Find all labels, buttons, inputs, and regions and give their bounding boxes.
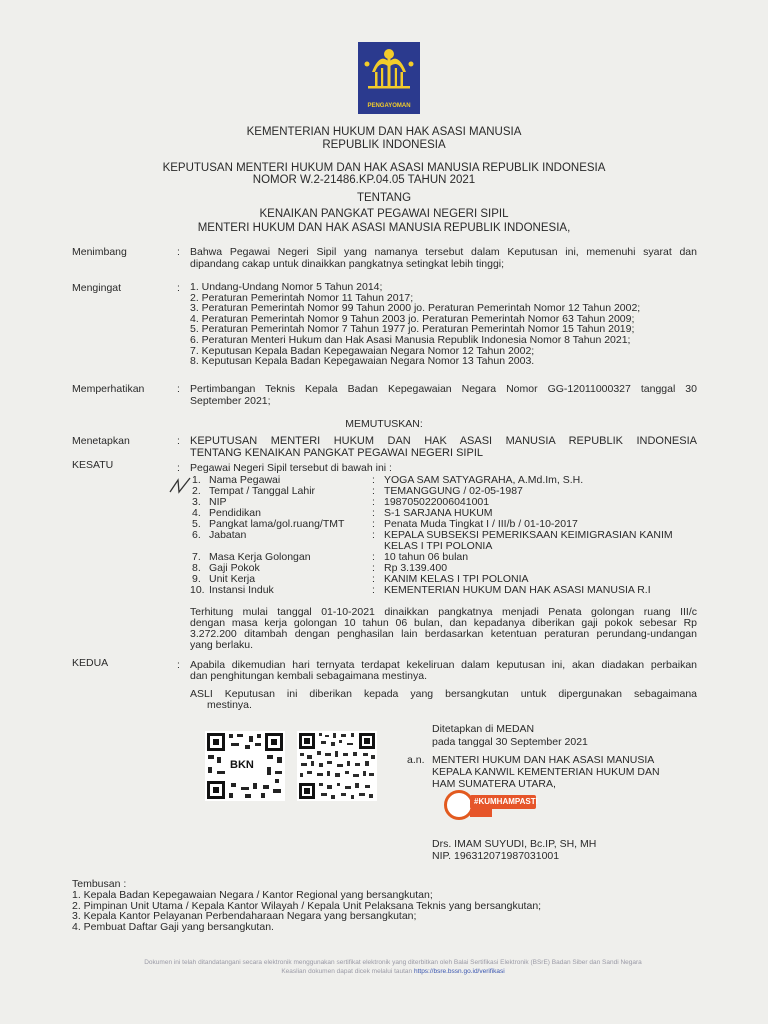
list-item: 2. Pimpinan Unit Utama / Kepala Kantor Wilayah / Kepala Unit Pelaksana Teknis yang bersangkutan; — [72, 899, 542, 912]
field-value: KELAS I TPI POLONIA — [384, 540, 493, 552]
signer-title-2: KEPALA KANWIL KEMENTERIAN HUKUM DAN — [432, 766, 660, 778]
esignature-note — [88, 958, 698, 976]
field-value: Penata Muda Tingkat I / III/b / 01-10-2017 — [384, 518, 578, 530]
field-value: 10 tahun 06 bulan — [384, 551, 469, 563]
kumhampasti-stamp: #KUMHAMPASTI — [470, 795, 536, 809]
list-item: 8. Keputusan Kepala Badan Kepegawaian Negara Nomor 13 Tahun 2003. — [190, 355, 535, 368]
field-value: S-1 SARJANA HUKUM — [384, 507, 493, 519]
kedua-label: KEDUA — [72, 657, 109, 669]
menimbang-label: Menimbang — [72, 246, 127, 258]
signer-nip: NIP. 196312071987031001 — [432, 850, 560, 862]
field-label: Gaji Pokok — [209, 562, 260, 574]
field-label: Masa Kerja Golongan — [209, 551, 311, 563]
field-value: KEMENTERIAN HUKUM DAN HAK ASASI MANUSIA R.I — [384, 584, 651, 596]
menimbang-text-1: Bahwa Pegawai Negeri Sipil yang namanya tersebut dalam Keputusan ini, memenuhi syarat dan — [190, 246, 697, 258]
asli-text-1: ASLI Keputusan ini diberikan kepada yang bersangkutan untuk dipergunakan sebagaimana — [190, 688, 697, 700]
field-value: KANIM KELAS I TPI POLONIA — [384, 573, 529, 585]
kesatu-para-4: yang berlaku. — [190, 639, 254, 651]
logo-text: PENGAYOMAN — [367, 103, 411, 109]
on-behalf-label: a.n. — [407, 754, 425, 766]
stamp-stem — [470, 809, 492, 817]
mengingat-list — [190, 282, 640, 367]
menetapkan-colon: : — [177, 435, 180, 447]
minister-title: MENTERI HUKUM DAN HAK ASASI MANUSIA REPUBLIK INDONESIA, — [197, 222, 571, 234]
list-item: 1. Undang-Undang Nomor 5 Tahun 2014; — [190, 281, 383, 293]
bkn-qr-code[interactable] — [205, 731, 285, 801]
field-label: Pendidikan — [209, 507, 261, 519]
menetapkan-label: Menetapkan — [72, 435, 130, 447]
decree-subject: KENAIKAN PANGKAT PEGAWAI NEGERI SIPIL — [259, 208, 509, 220]
list-item: 6. Peraturan Menteri Hukum dan Hak Asasi Manusia Republik Indonesia Nomor 8 Tahun 2021; — [190, 333, 631, 346]
menetapkan-text-2: TENTANG KENAIKAN PANGKAT PEGAWAI NEGERI SIPIL — [190, 447, 483, 459]
decree-number: NOMOR W.2-21486.KP.04.05 TAHUN 2021 — [252, 174, 476, 186]
kesatu-para-3: 3.272.200 ditambah dengan penghasilan lain berdasarkan ketentuan peraturan perundang-undangan — [190, 628, 697, 640]
field-label: Tempat / Tanggal Lahir — [209, 485, 316, 497]
kesatu-label: KESATU — [72, 459, 114, 471]
field-label: Unit Kerja — [209, 573, 256, 585]
list-item: 7. Keputusan Kepala Badan Kepegawaian Negara Nomor 12 Tahun 2002; — [190, 344, 535, 357]
ministry-name: KEMENTERIAN HUKUM DAN HAK ASASI MANUSIA — [246, 126, 522, 138]
field-value: TEMANGGUNG / 02-05-1987 — [384, 485, 523, 497]
kedua-text-2: dan penghitungan kembali sebagaimana mestinya. — [190, 670, 427, 682]
date-determined: pada tanggal 30 September 2021 — [432, 736, 588, 748]
memperhatikan-label: Memperhatikan — [72, 383, 145, 395]
list-item: 3. Peraturan Pemerintah Nomor 99 Tahun 2000 jo. Peraturan Pemerintah Nomor 12 Tahun 2002; — [190, 302, 641, 315]
menimbang-colon: : — [177, 246, 180, 258]
list-item: 4. Peraturan Pemerintah Nomor 9 Tahun 2003 jo. Peraturan Pemerintah Nomor 63 Tahun 2009; — [190, 312, 635, 325]
menetapkan-text-1: KEPUTUSAN MENTERI HUKUM DAN HAK ASASI MANUSIA REPUBLIK INDONESIA — [190, 435, 697, 447]
tembusan-list — [72, 890, 541, 932]
field-value: 198705022006041001 — [384, 496, 490, 508]
field-label: Instansi Induk — [209, 584, 274, 596]
kedua-text-1: Apabila dikemudian hari ternyata terdapat kekeliruan dalam keputusan ini, akan diadakan perbaikan — [190, 659, 697, 671]
esignature-line-1: Dokumen ini telah ditandatangani secara elektronik menggunakan sertifikat elektronik yang diterbitkan oleh Balai Sertifikasi Elektronik (BSrE) Badan Siber dan Sandi Negara — [144, 959, 642, 966]
memperhatikan-colon: : — [177, 383, 180, 395]
memutuskan-heading: MEMUTUSKAN: — [345, 418, 423, 430]
field-label: NIP — [209, 496, 227, 508]
kesatu-intro: Pegawai Negeri Sipil tersebut di bawah ini : — [190, 462, 392, 474]
signer-title-3: HAM SUMATERA UTARA, — [432, 778, 556, 790]
decree-title: KEPUTUSAN MENTERI HUKUM DAN HAK ASASI MANUSIA REPUBLIK INDONESIA — [162, 162, 606, 174]
field-value: KEPALA SUBSEKSI PEMERIKSAAN KEIMIGRASIAN KANIM — [384, 529, 673, 541]
kesatu-para-2: dengan masa kerja golongan 10 tahun 06 bulan, dan kepadanya diberikan gaji pokok sebesar Rp — [190, 617, 697, 629]
document-page: PENGAYOMAN KEMENTERIAN HUKUM DAN HAK ASASI MANUSIA REPUBLIK INDONESIA KEPUTUSAN MENTERI HUKUM DAN HAK ASASI MANUSIA REPUBLIK INDONESIA NOMOR W.2-21486.KP.04.05 TAHUN 2021 TENTANG KENAIKAN PANGKAT PEGAWAI NEGERI SIPIL MENTERI HUKUM DAN HAK ASASI MANUSIA REPUBLIK INDONESIA, Menimbang : Bahwa Pegawai Negeri Sipil yang namanya tersebut dalam Keputusan ini, memenuhi syarat dan dipandang cakap untuk dinaikkan pangkatnya setingkat lebih tinggi; Mengingat : 1. Undang-Undang Nomor 5 Tahun 2014; 2. Peraturan Pemerintah Nomor 11 Tahun 2017; 3. Peraturan Pemerintah Nomor 99 Tahun 2000 jo. Peraturan Pemerintah Nomor 12 Tahun 2002; 4. Peraturan Pemerintah Nomor 9 Tahun 2003 jo. Peraturan Pemerintah Nomor 63 Tahun 2009; 5. Peraturan Pemerintah Nomor 7 Tahun 1977 jo. Peraturan Pemerintah Nomor 15 Tahun 2019; 6. Peraturan Menteri Hukum dan Hak Asasi Manusia Republik Indonesia Nomor 8 Tahun 2021; 7. Keputusan Kepala Badan Kepegawaian Negara Nomor 12 Tahun 2002; 8. Keputusan Kepala Badan Kepegawaian Negara Nomor 13 Tahun 2003. Memperhatikan : Pertimbangan Teknis Kepala Badan Kepegawaian Negara Nomor GG-12011000327 tanggal 30 September 2021; MEMUTUSKAN: Menetapkan : KEPUTUSAN MENTERI HUKUM DAN HAK ASASI MANUSIA REPUBLIK INDONESIA TENTANG KENAIKAN PANGKAT PEGAWAI NEGERI SIPIL KESATU : Pegawai Negeri Sipil tersebut di bawah ini : 1. Nama Pegawai : YOGA SAM SATYAGRAHA, A.Md.Im, S.H. 2. Tempat / Tanggal Lahir : TEMANGGUNG / 02-05-1987 3. NIP : 198705022006041001 4. Pendidikan : S-1 SARJANA HUKUM 5. Pangkat lama/gol.ruang/TMT : Penata Muda Tingkat I / III/b / 01-10-2017 6. Jabatan : KEPALA SUBSEKSI PEMERIKSAAN KEIMIGRASIAN KANIM KELAS I TPI POLONIA 7. Masa Kerja Golongan : 10 tahun 06 bulan 8. Gaji Pokok : Rp 3.139.400 9. Unit Kerja : KANIM KELAS I TPI POLONIA 10. Instansi Induk : KEMENTERIAN HUKUM DAN HAK ASASI MANUSIA R.I Terhitung mulai tanggal 01-10-2021 dinaikkan pangkatnya menjadi Penata golongan ruang III/c dengan masa kerja golongan 10 tahun 06 bulan, dan kepadanya diberikan gaji pokok sebesar Rp 3.272.200 ditambah dengan penghasilan lain berdasarkan ketentuan peraturan perundang-undangan yang berlaku. KEDUA : Apabila dikemudian hari ternyata terdapat kekeliruan dalam keputusan ini, akan diadakan perbaikan dan penghitungan kembali sebagaimana mestinya. ASLI Keputusan ini diberikan kepada yang bersangkutan untuk dipergunakan sebagaimana mestinya. BKN Ditetapkan di MEDAN pada tanggal 30 September 2021 a.n. MENTERI HUKUM DAN HAK ASASI MANUSIA KEPALA KANWIL KEMENTERIAN HUKUM DAN HAM SUMATERA UTARA, #KUMHAMPASTI Drs. IMAM SUYUDI, Bc.IP, SH, MH NIP. 196312071987031001 Tembusan : 1. Kepala Badan Kepegawaian Negara / Kantor Regional yang bersangkutan; 2. Pimpinan Unit Utama / Kepala Kantor Wilayah / Kepala Unit Pelaksana Teknis yang bersangkutan; 3. Kepala Kantor Pelayanan Perbendaharaan Negara yang bersangkutan; 4. Pembuat Daftar Gaji yang bersangkutan. Dokumen ini telah ditandatangani secara elektronik menggunakan sertifikat elektronik yang diterbitkan oleh Balai Sertifikasi Elektronik (BSrE) Badan Siber dan Sandi Negara Keaslian dokumen dapat dicek melalui tautan https://bsre.bssn.go.id/verifikasi — [0, 0, 768, 1024]
kesatu-colon: : — [177, 462, 180, 474]
country-name: REPUBLIK INDONESIA — [322, 139, 446, 151]
list-item: 3. Kepala Kantor Pelayanan Perbendaharaan Negara yang bersangkutan; — [72, 910, 417, 923]
kesatu-para-1: Terhitung mulai tanggal 01-10-2021 dinaikkan pangkatnya menjadi Penata golongan ruang III/c — [190, 606, 697, 618]
place-determined: Ditetapkan di MEDAN — [432, 723, 535, 735]
qr-code-icon — [297, 731, 377, 801]
esignature-line-2: Keaslian dokumen dapat dicek melalui tautan https://bsre.bssn.go.id/verifikasi — [281, 968, 505, 975]
list-item: 1. Kepala Badan Kepegawaian Negara / Kantor Regional yang bersangkutan; — [72, 889, 433, 901]
pengayoman-logo — [358, 42, 420, 114]
field-label: Pangkat lama/gol.ruang/TMT — [209, 518, 345, 530]
verification-link[interactable]: https://bsre.bssn.go.id/verifikasi — [413, 968, 505, 975]
menimbang-text-2: dipandang cakap untuk dinaikkan pangkatnya setingkat lebih tinggi; — [190, 258, 505, 270]
pen-mark-icon — [168, 476, 192, 494]
signer-name: Drs. IMAM SUYUDI, Bc.IP, SH, MH — [432, 838, 597, 850]
memperhatikan-text-1: Pertimbangan Teknis Kepala Badan Kepegawaian Negara Nomor GG-12011000327 tanggal 30 — [190, 383, 697, 395]
field-value: Rp 3.139.400 — [384, 562, 448, 574]
bkn-label: BKN — [230, 759, 254, 771]
about-label: TENTANG — [356, 192, 412, 204]
memperhatikan-text-2: September 2021; — [190, 395, 271, 407]
employee-name: YOGA SAM SATYAGRAHA, A.Md.Im, S.H. — [384, 474, 584, 486]
mengingat-label: Mengingat — [72, 282, 122, 294]
field-label: Jabatan — [209, 529, 247, 541]
list-item: 5. Peraturan Pemerintah Nomor 7 Tahun 1977 jo. Peraturan Pemerintah Nomor 15 Tahun 2019; — [190, 323, 635, 336]
field-label: Nama Pegawai — [209, 474, 281, 486]
signer-title-1: MENTERI HUKUM DAN HAK ASASI MANUSIA — [432, 754, 655, 766]
asli-text-2: mestinya. — [207, 699, 252, 711]
kedua-colon: : — [177, 659, 180, 671]
mengingat-colon: : — [177, 282, 180, 294]
verification-qr-code[interactable] — [297, 731, 377, 801]
list-item: 4. Pembuat Daftar Gaji yang bersangkutan. — [72, 920, 274, 933]
list-item: 2. Peraturan Pemerintah Nomor 11 Tahun 2017; — [190, 291, 414, 304]
banyan-tree-icon — [358, 42, 420, 102]
tembusan-title: Tembusan : — [72, 878, 127, 890]
